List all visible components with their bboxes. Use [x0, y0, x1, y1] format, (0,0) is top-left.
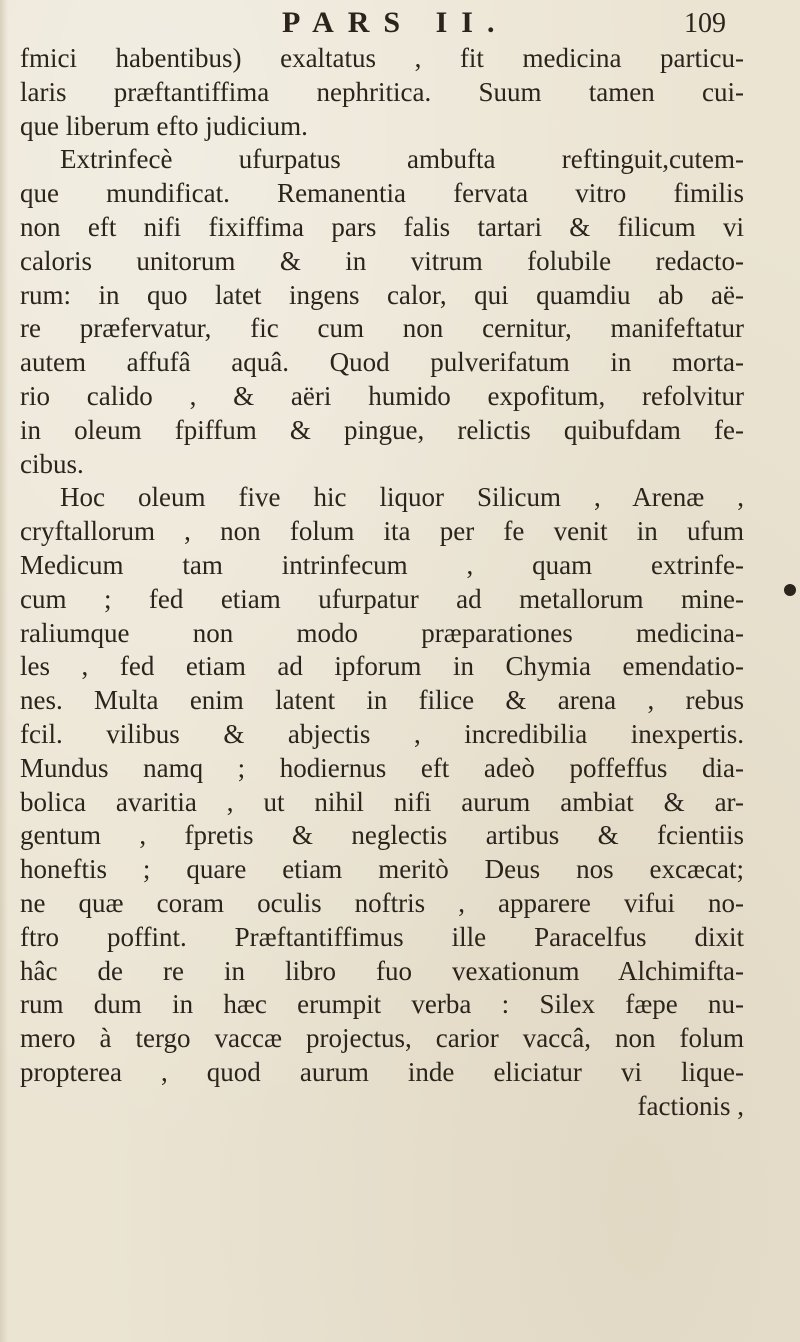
- text-line: ne quæ coram oculis noftris , apparere vifui no-: [20, 887, 744, 918]
- text-line: caloris unitorum & in vitrum folubile redacto-: [20, 245, 744, 276]
- text-line: gentum , fpretis & neglectis artibus & fcientiis: [20, 820, 744, 851]
- text-line: que mundificat. Remanentia fervata vitro fimilis: [20, 178, 744, 209]
- text-line: fcil. vilibus & abjectis , incredibilia inexpertis.: [20, 718, 744, 749]
- text-line: mero à tergo vaccæ projectus, carior vaccâ, non folum: [20, 1023, 744, 1054]
- text-line: cibus.: [20, 448, 84, 479]
- text-line: hâc de re in libro fuo vexationum Alchimifta-: [20, 955, 744, 986]
- text-line: que liberum efto judicium.: [20, 110, 308, 141]
- text-line: re præfervatur, fic cum non cernitur, manifeftatur: [20, 313, 744, 344]
- text-line: les , fed etiam ad ipforum in Chymia emendatio-: [20, 651, 744, 682]
- page-gutter: [0, 0, 8, 1342]
- text-line: Hoc oleum five hic liquor Silicum , Arenæ ,: [60, 482, 744, 513]
- page-number: 109: [684, 8, 726, 39]
- text-line: bolica avaritia , ut nihil nifi aurum ambiat & ar-: [20, 786, 744, 817]
- page-header: [0, 6, 800, 46]
- text-line: Extrinfecè ufurpatus ambufta reftinguit,cutem-: [60, 144, 744, 175]
- text-line: rum dum in hæc erumpit verba : Silex fæpe nu-: [20, 989, 744, 1020]
- ink-blot: [784, 584, 796, 596]
- text-line: raliumque non modo præparationes medicina-: [20, 617, 744, 648]
- text-line: fmici habentibus) exaltatus , fit medicina particu-: [20, 43, 744, 73]
- text-line: in oleum fpiffum & pingue, relictis quibufdam fe-: [20, 414, 744, 445]
- text-line: cum ; fed etiam ufurpatur ad metallorum mine-: [20, 583, 744, 614]
- text-line: non eft nifi fixiffima pars falis tartari & filicum vi: [20, 211, 744, 242]
- text-line: autem affufâ aquâ. Quod pulverifatum in morta-: [20, 347, 744, 378]
- body-text: [20, 42, 744, 1124]
- text-line: ftro poffint. Præftantiffimus ille Paracelfus dixit: [20, 921, 744, 952]
- text-line: rio calido , & aëri humido expofitum, refolvitur: [20, 380, 744, 411]
- text-line: cryftallorum , non folum ita per fe venit in ufum: [20, 516, 744, 547]
- text-line: Medicum tam intrinfecum , quam extrinfe-: [20, 549, 744, 580]
- text-line: nes. Multa enim latent in filice & arena , rebus: [20, 685, 744, 716]
- text-line: factionis ,: [637, 1090, 744, 1121]
- text-line: laris præftantiffima nephritica. Suum tamen cui-: [20, 76, 744, 107]
- running-head: PARS II.: [282, 6, 509, 39]
- text-line: propterea , quod aurum inde eliciatur vi lique-: [20, 1056, 744, 1087]
- text-line: honeftis ; quare etiam meritò Deus nos excæcat;: [20, 854, 744, 885]
- text-line: Mundus namq ; hodiernus eft adeò poffeffus dia-: [20, 752, 744, 783]
- text-line: rum: in quo latet ingens calor, qui quamdiu ab aë-: [20, 279, 744, 310]
